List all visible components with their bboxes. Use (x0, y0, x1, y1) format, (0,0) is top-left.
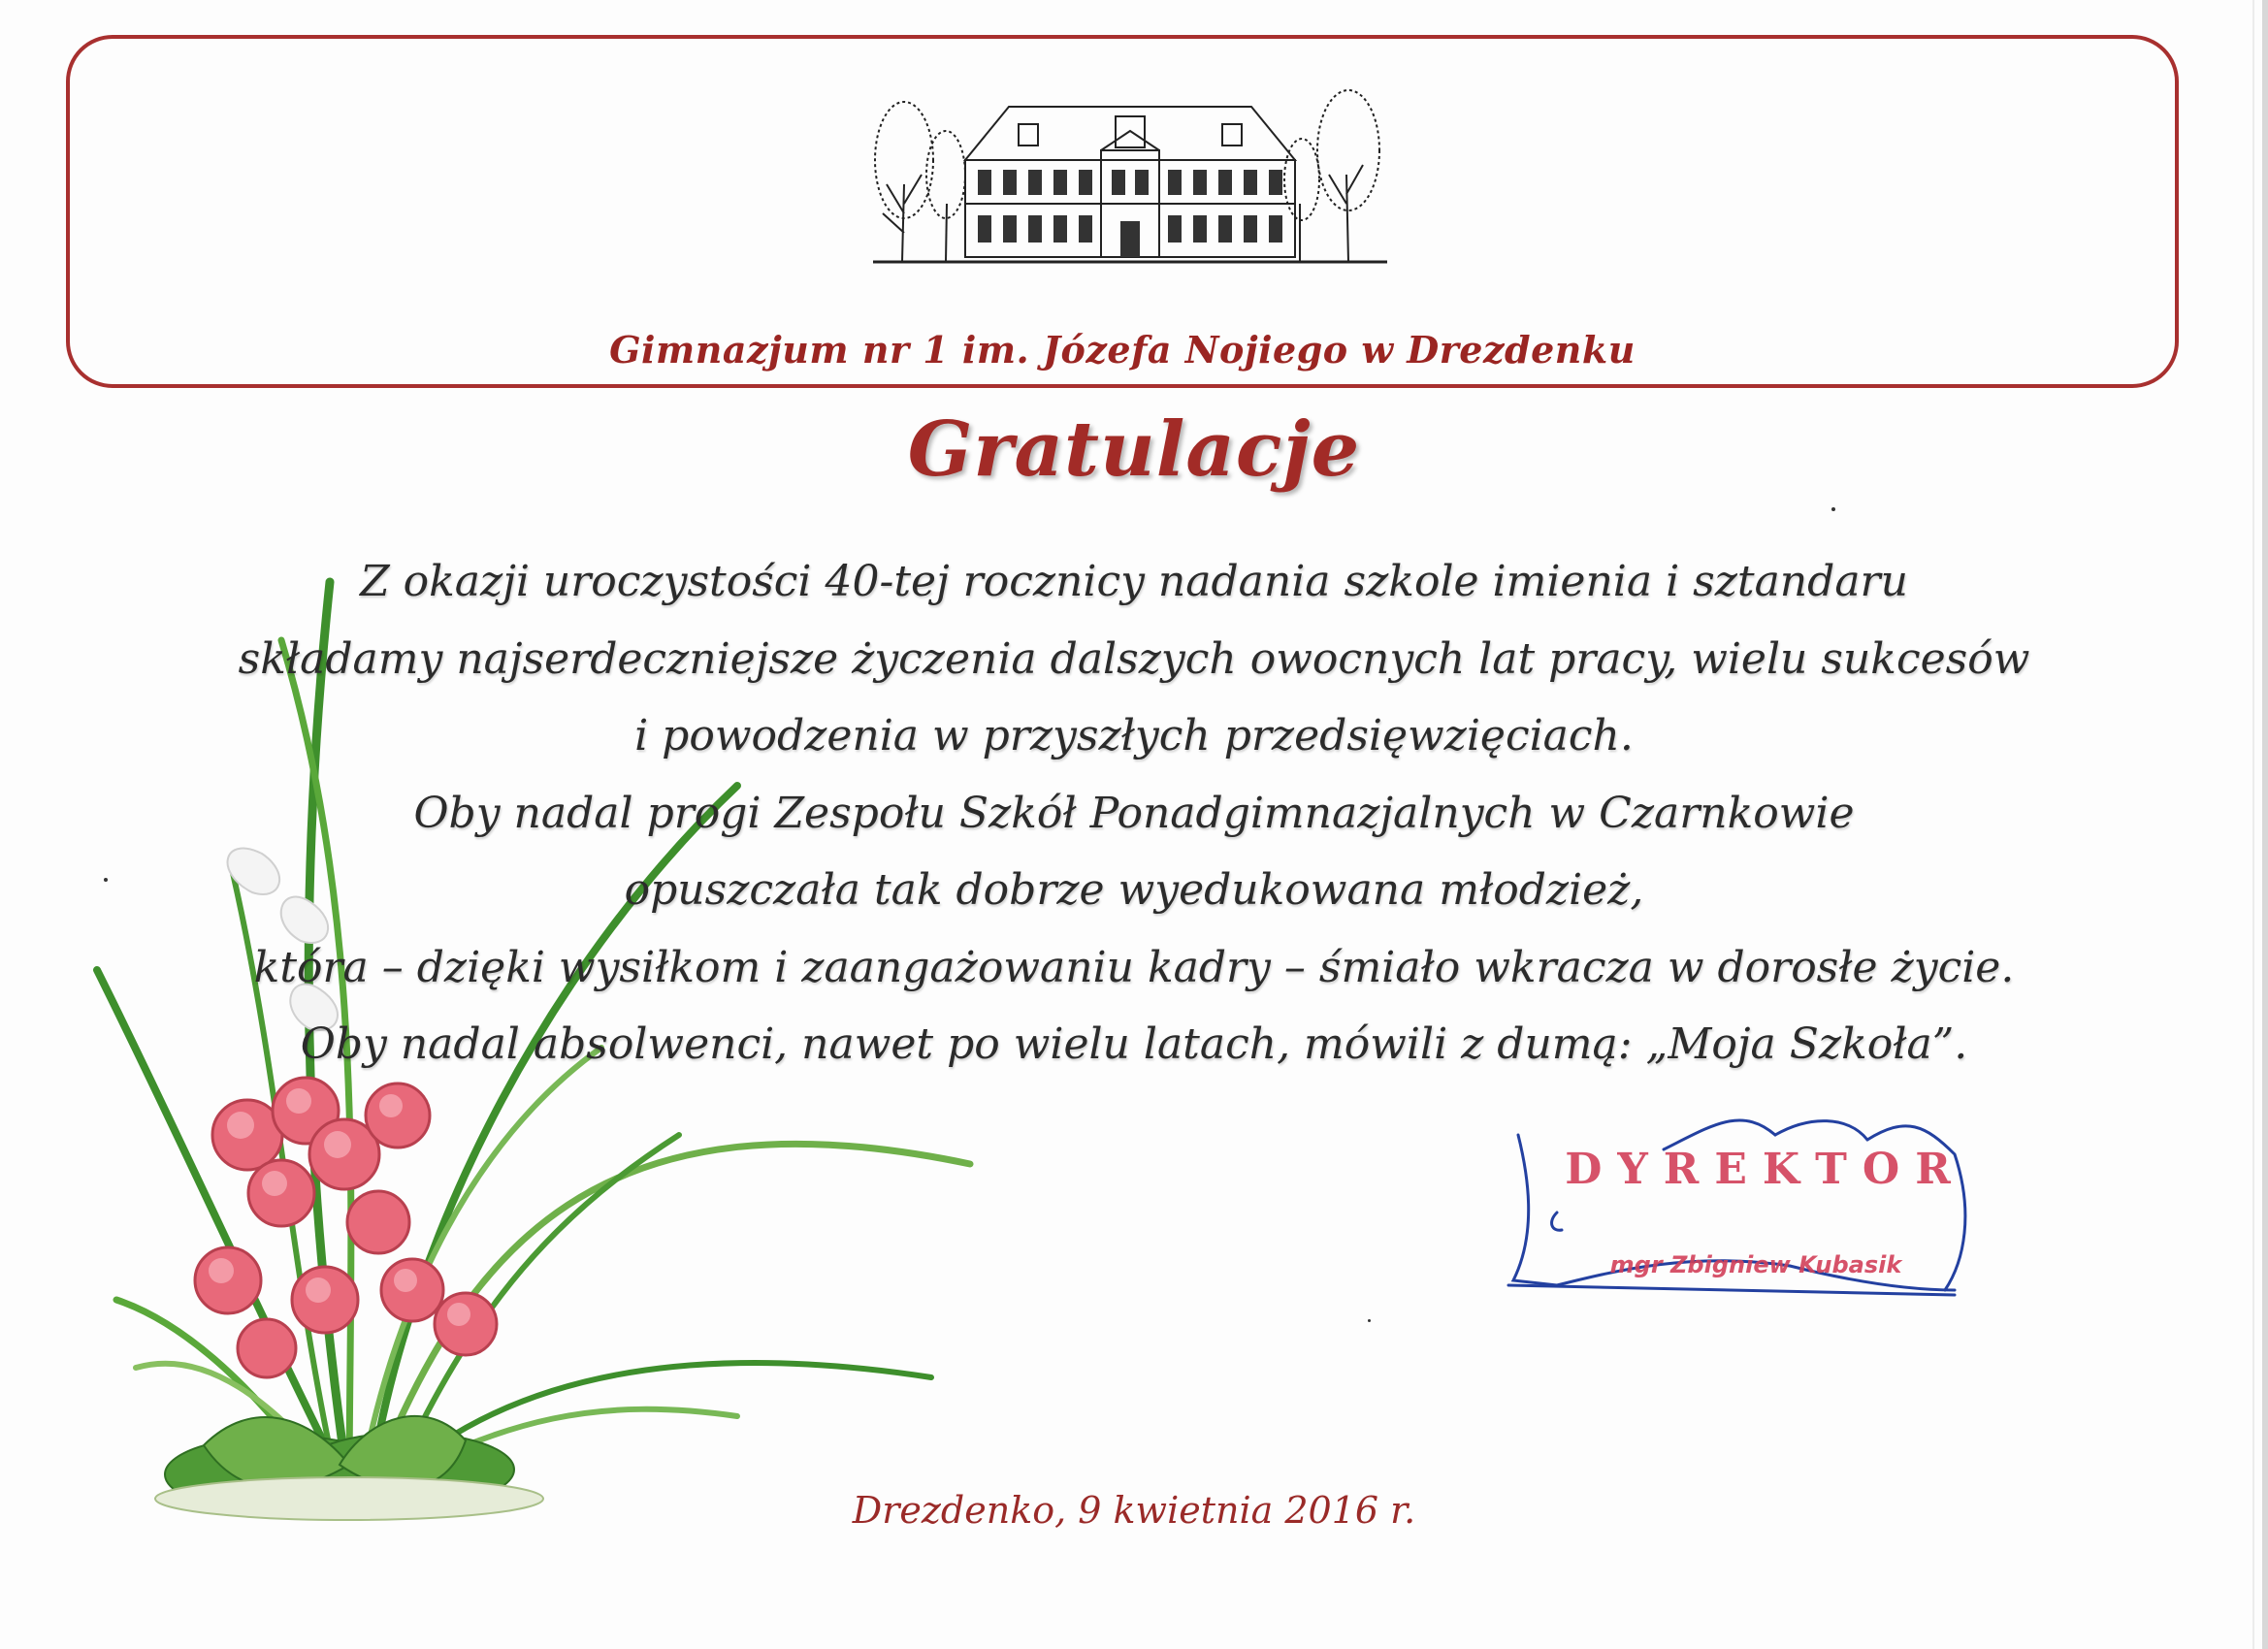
handwritten-signature (1499, 1096, 1984, 1329)
body-line: Z okazji uroczystości 40-tej rocznicy nadania szkole imienia i sztandaru (360, 557, 1908, 606)
body-line: i powodzenia w przyszłych przedsięwzięciach. (634, 711, 1634, 760)
body-line: która – dzięki wysiłkom i zaangażowaniu kadry – śmiało wkracza w dorosłe życie. (253, 942, 2015, 992)
body-line: opuszczała tak dobrze wyedukowana młodzież, (624, 865, 1644, 915)
body-line: Oby nadal absolwenci, nawet po wielu latach, mówili z dumą: „Moja Szkoła”. (300, 1019, 1968, 1069)
body-line: Oby nadal progi Zespołu Szkół Ponadgimnazjalnych w Czarnkowie (413, 788, 1855, 838)
stamp-name: mgr Zbigniew Kubasik (1609, 1251, 1902, 1278)
greeting-body (0, 543, 2268, 1083)
stamp-title: DYREKTOR (1565, 1145, 1966, 1194)
certificate-title: Gratulacje (907, 405, 1361, 494)
school-building-illustration (873, 68, 1387, 281)
school-name: Gimnazjum nr 1 im. Józefa Nojiego w Drezdenku (609, 328, 1636, 372)
issue-date: Drezdenko, 9 kwietnia 2016 r. (852, 1489, 1416, 1532)
body-line: składamy najserdeczniejsze życzenia dalszych owocnych lat pracy, wielu sukcesów (238, 633, 2030, 684)
